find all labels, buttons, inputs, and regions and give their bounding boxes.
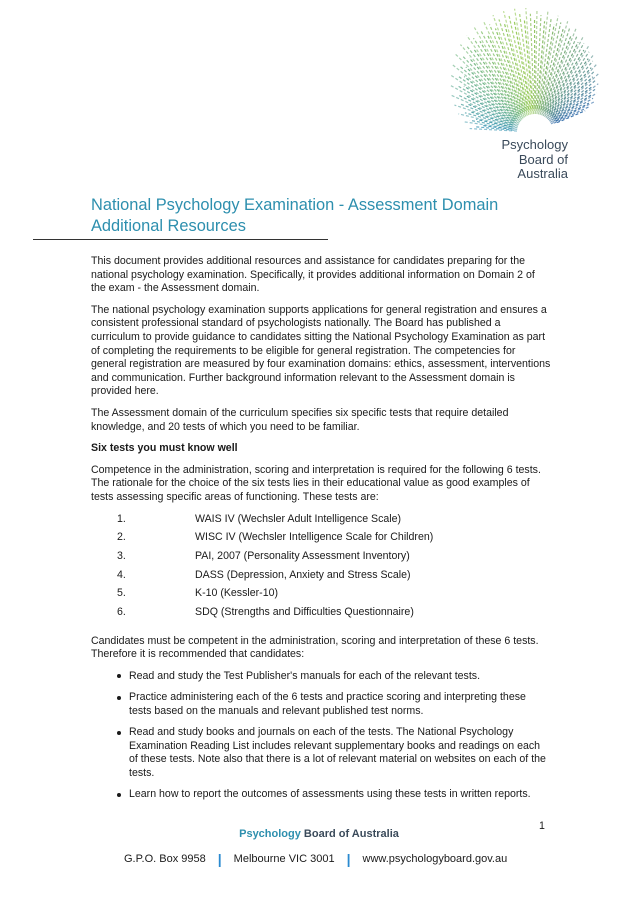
bullet-item: Learn how to report the outcomes of assessments using these tests in written reports. [91, 788, 551, 802]
document-title: National Psychology Examination - Assessment Domain Additional Resources [91, 196, 499, 235]
logo-line-1: Psychology [501, 137, 568, 152]
logo-ray [464, 86, 515, 119]
list-item-text: WAIS IV (Wechsler Adult Intelligence Scale) [195, 512, 402, 525]
logo-ray [549, 59, 588, 113]
footer-separator: | [346, 851, 351, 867]
footer-separator: | [217, 851, 222, 867]
list-item [91, 531, 551, 545]
footer-postal-box: G.P.O. Box 9958 [124, 853, 206, 865]
footer-website-link[interactable]: www.psychologyboard.gov.au [362, 853, 508, 865]
document-body [91, 255, 551, 810]
title-divider [33, 239, 328, 240]
list-item-text: SDQ (Strengths and Difficulties Questionnaire) [195, 605, 414, 618]
list-item-number: 4. [117, 568, 126, 581]
list-item-number: 3. [117, 549, 126, 562]
list-item-number: 1. [117, 512, 126, 525]
logo-ray [451, 75, 521, 122]
bullet-item: Read and study the Test Publisher's manuals for each of the relevant tests. [91, 670, 551, 684]
candidates-paragraph: Candidates must be competent in the administration, scoring and interpretation of these 6 tests. Therefore it is recommended that candidates: [91, 634, 539, 661]
logo-ray [537, 12, 548, 115]
footer-city: Melbourne VIC 3001 [233, 853, 335, 865]
footer-contact [124, 851, 507, 867]
list-item [91, 587, 551, 601]
list-item-text: PAI, 2007 (Personality Assessment Inventory) [195, 549, 410, 562]
list-item [91, 606, 551, 620]
list-item [91, 569, 551, 583]
footer-org-rest: Board of Australia [303, 828, 399, 840]
page-number: 1 [539, 820, 545, 832]
list-item-text: WISC IV (Wechsler Intelligence Scale for Children) [195, 531, 434, 544]
list-item-text: K-10 (Kessler-10) [195, 587, 279, 600]
six-tests-heading: Six tests you must know well [91, 442, 238, 455]
bullet-item: Read and study books and journals on each of the tests. The National Psychology Examination Reading List includes relevant supplementary books and readings on each of these tests. Note also that there is a lot of relevant material on websites on each of the tests. [91, 726, 551, 780]
intro-paragraph: This document provides additional resources and assistance for candidates preparing for the national psychology examination. Specifically, it provides additional information on Domain 2 of the exam - the Assessment domain. [91, 255, 535, 295]
logo-line-2: Board of [518, 151, 568, 167]
recommendations-list [91, 670, 551, 802]
footer-organisation [0, 828, 638, 840]
list-item [91, 550, 551, 564]
logo-wordmark [470, 138, 568, 182]
list-spacer [91, 625, 551, 635]
curriculum-paragraph: The national psychology examination supports applications for general registration and ensures a consistent professional standard of psychologists nationally. The Board has published a curriculum to provide guidance to candidates sitting the National Psychology Examination as part of completing the requirements to be eligible for general registration. The competencies for general registration are measured by four examination domains: ethics, assessment, interventions and communication. Further background information relevant to the Assessment domain is provided here. [91, 303, 551, 398]
list-item-number: 5. [117, 587, 126, 600]
list-item-text: DASS (Depression, Anxiety and Stress Scale) [195, 568, 411, 581]
list-item [91, 513, 551, 527]
list-item-number: 2. [117, 531, 126, 544]
tests-list [91, 513, 551, 620]
footer-org-first: Psychology [239, 828, 301, 840]
logo-line-3: Australia [517, 166, 568, 181]
bullet-item: Practice administering each of the 6 tests and practice scoring and interpreting these tests based on the manuals and relevant published test norms. [91, 691, 551, 718]
domain-specifies-paragraph: The Assessment domain of the curriculum specifies six specific tests that require detailed knowledge, and 20 tests of which you need to be familiar. [91, 406, 509, 433]
list-item-number: 6. [117, 605, 126, 618]
competence-paragraph: Competence in the administration, scoring and interpretation is required for the following 6 tests. The rationale for the choice of the six tests lies in their educational value as good examples of tests assessing specific areas of functioning. These tests are: [91, 463, 541, 503]
logo-ray [547, 50, 584, 111]
logo-ray [489, 24, 526, 112]
